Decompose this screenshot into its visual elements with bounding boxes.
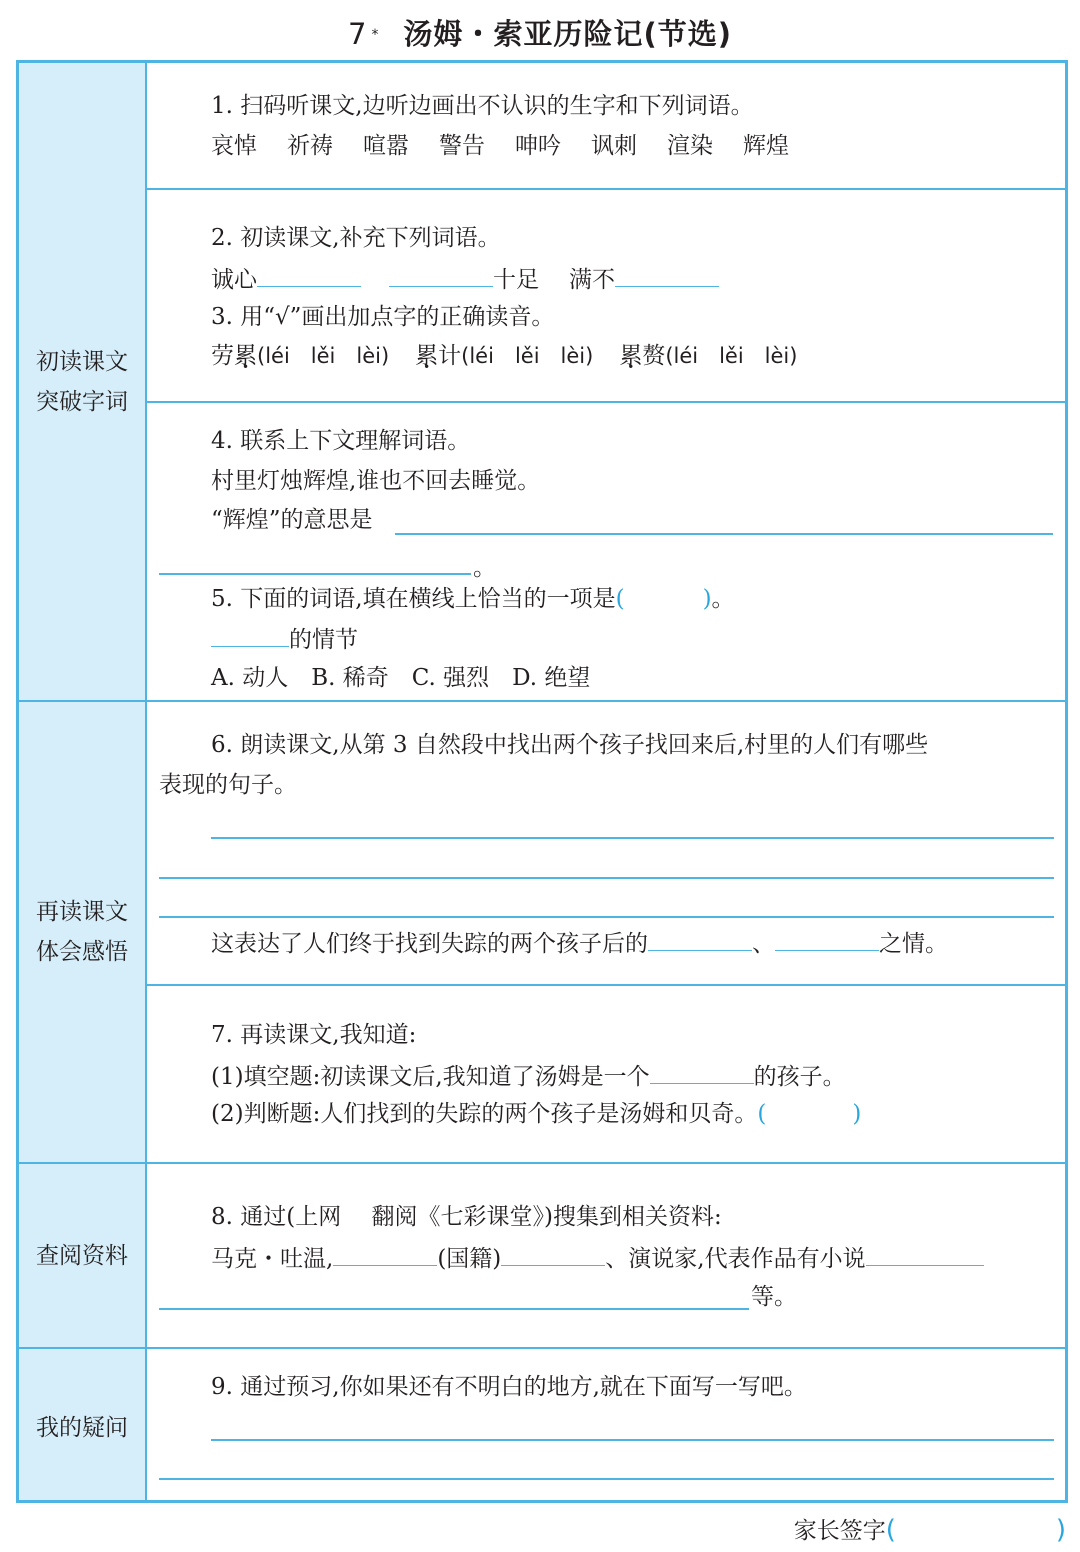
q4-sentence: 村里灯烛辉煌,谁也不回去睡觉。: [211, 468, 541, 494]
answer-line[interactable]: [159, 573, 471, 575]
answer-line[interactable]: [395, 533, 1053, 535]
q5-phrase-line: 的情节: [211, 618, 358, 660]
section-label-questions: 我的疑问: [36, 1414, 128, 1441]
answer-blank[interactable]: [775, 922, 879, 951]
q5-options: A. 动人 B. 稀奇 C. 强烈 D. 绝望: [211, 665, 591, 691]
vocab-word: 喧嚣: [363, 133, 409, 159]
q6-prompt-line1: 6. 朗读课文,从第 3 自然段中找出两个孩子找回来后,村里的人们有哪些: [211, 732, 929, 758]
q8-prompt: 8. 通过(上网 翻阅《七彩课堂》)搜集到相关资料:: [211, 1204, 722, 1230]
lesson-number: 7 *: [348, 17, 380, 51]
q6-express-line: 这表达了人们终于找到失踪的两个孩子后的 、 之情。: [211, 922, 948, 964]
q1-prompt: 1. 扫码听课文,边听边画出不认识的生字和下列词语。: [211, 93, 754, 119]
q9-prompt: 9. 通过预习,你如果还有不明白的地方,就在下面写一写吧。: [211, 1374, 807, 1400]
row-divider: [145, 984, 1065, 986]
pinyin-options[interactable]: (léi lěi lèi): [665, 344, 798, 368]
vocab-word: 祈祷: [287, 133, 333, 159]
section-label-reread: 再读课文 体会感悟: [36, 899, 128, 965]
q7-prompt: 7. 再读课文,我知道:: [211, 1022, 417, 1048]
answer-line[interactable]: [211, 1439, 1054, 1441]
answer-blank[interactable]: [501, 1237, 605, 1266]
signature-label: 家长签字: [793, 1518, 886, 1544]
q2-prompt: 2. 初读课文,补充下列词语。: [211, 225, 501, 251]
q7-fill-line: (1)填空题:初读课文后,我知道了汤姆是一个 的孩子。: [211, 1055, 846, 1097]
section-divider: [19, 700, 1065, 702]
section-divider: [19, 1347, 1065, 1349]
answer-line[interactable]: [159, 1308, 749, 1310]
pinyin-options[interactable]: (léi lěi lèi): [257, 344, 390, 368]
section-divider: [19, 1162, 1065, 1164]
vocab-word: 哀悼: [211, 133, 257, 159]
parent-signature: 家长签字( ): [793, 1515, 1066, 1545]
q5-prompt-line: 5. 下面的词语,填在横线上恰当的一项是( )。: [211, 586, 735, 612]
answer-line[interactable]: [159, 1478, 1054, 1480]
answer-line[interactable]: [159, 916, 1054, 918]
vocab-word: 呻吟: [515, 133, 561, 159]
q2-fill-line: 诚心 十足 满不: [211, 258, 719, 300]
q8-end: 等。: [751, 1284, 797, 1310]
q1-word-list: [211, 126, 789, 166]
answer-blank[interactable]: [648, 922, 752, 951]
q4-prompt: 4. 联系上下文理解词语。: [211, 428, 471, 454]
q6-prompt-line2: 表现的句子。: [159, 772, 297, 798]
pinyin-options[interactable]: (léi lěi lèi): [461, 344, 594, 368]
section-label-first-reading: 初读课文 突破字词: [36, 348, 128, 415]
answer-line[interactable]: [159, 877, 1054, 879]
answer-blank[interactable]: [257, 258, 361, 287]
row-divider: [145, 401, 1065, 403]
answer-blank[interactable]: [866, 1237, 984, 1266]
q7-judge-line: (2)判断题:人们找到的失踪的两个孩子是汤姆和贝奇。( ): [211, 1101, 862, 1127]
q4-meaning-label: “辉煌”的意思是: [211, 507, 373, 533]
row-divider: [145, 188, 1065, 190]
section-label-research: 查阅资料: [36, 1242, 128, 1269]
q3-prompt: 3. 用“√”画出加点字的正确读音。: [211, 304, 555, 330]
q8-fill-line: 马克・吐温, (国籍) 、演说家,代表作品有小说: [211, 1237, 984, 1279]
answer-blank[interactable]: [211, 618, 289, 647]
lesson-title-text: 汤姆・索亚历险记(节选): [403, 17, 732, 51]
vocab-word: 渲染: [667, 133, 713, 159]
answer-blank[interactable]: [333, 1237, 437, 1266]
answer-line[interactable]: [211, 837, 1054, 839]
answer-blank[interactable]: [650, 1055, 754, 1084]
answer-blank[interactable]: [389, 258, 493, 287]
lesson-title: [0, 12, 1080, 56]
vocab-word: 讽刺: [591, 133, 637, 159]
vocab-word: 辉煌: [743, 133, 789, 159]
vocab-word: 警告: [439, 133, 485, 159]
answer-blank[interactable]: [615, 258, 719, 287]
q3-pinyin-line: 劳累(léi lěi lèi) 累计(léi lěi lèi) 累赘(léi lěi lèi): [211, 343, 798, 369]
q4-end: 。: [473, 555, 496, 581]
